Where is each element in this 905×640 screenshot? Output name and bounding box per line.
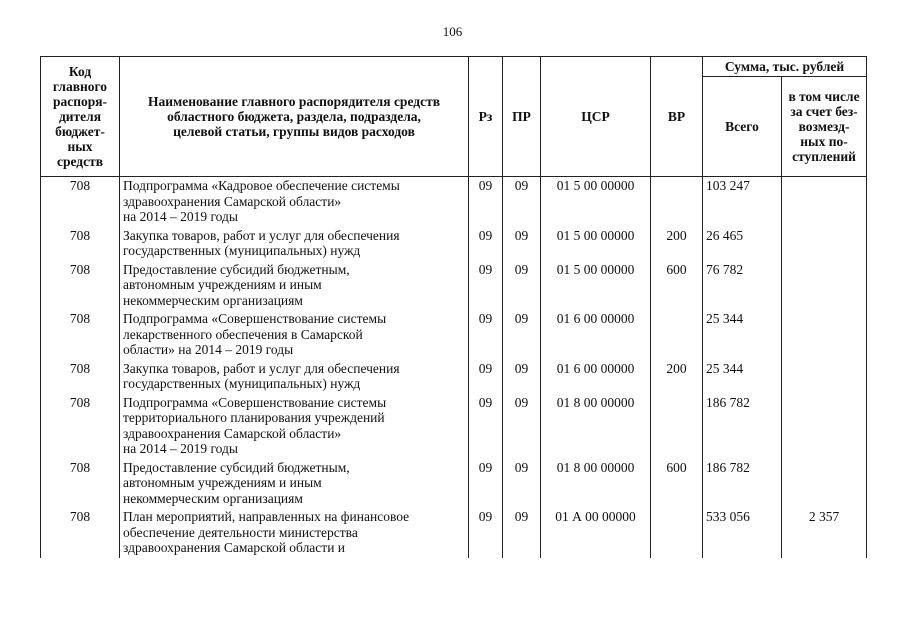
cell-grants xyxy=(782,177,867,227)
cell-csr: 01 6 00 00000 xyxy=(541,360,651,394)
header-grants-line: за счет без- xyxy=(790,104,858,119)
cell-name-line: автономным учреждениям и иным xyxy=(123,475,322,490)
cell-vr: 600 xyxy=(651,459,703,509)
header-grants-line: ступлений xyxy=(792,149,856,164)
table-row xyxy=(41,261,867,311)
cell-csr: 01 А 00 00000 xyxy=(541,508,651,558)
cell-pr: 09 xyxy=(503,310,541,360)
header-code-line: распоря- xyxy=(52,94,108,109)
cell-rz: 09 xyxy=(469,459,503,509)
header-code-line: средств xyxy=(56,154,104,169)
cell-name-line: здравоохранения Самарской области» xyxy=(123,193,342,209)
cell-pr: 09 xyxy=(503,508,541,558)
cell-rz: 09 xyxy=(469,508,503,558)
cell-total: 26 465 xyxy=(703,227,782,261)
cell-grants xyxy=(782,261,867,311)
cell-name xyxy=(120,360,469,394)
cell-code: 708 xyxy=(41,459,120,509)
table-row xyxy=(41,227,867,261)
cell-code: 708 xyxy=(41,394,120,459)
budget-table xyxy=(40,56,867,558)
cell-vr: 600 xyxy=(651,261,703,311)
header-name-line: областного бюджета, раздела, подраздела, xyxy=(167,109,421,124)
cell-rz: 09 xyxy=(469,261,503,311)
cell-rz: 09 xyxy=(469,360,503,394)
cell-csr: 01 5 00 00000 xyxy=(541,227,651,261)
header-code-line: дителя xyxy=(58,109,102,124)
cell-name-line: Подпрограмма «Кадровое обеспечение системы xyxy=(123,178,400,193)
cell-name-line: Подпрограмма «Совершенствование системы xyxy=(123,311,387,326)
cell-pr: 09 xyxy=(503,261,541,311)
header-grants-line: ных по- xyxy=(800,134,848,149)
cell-vr: 200 xyxy=(651,227,703,261)
cell-grants: 2 357 xyxy=(782,508,867,558)
cell-csr: 01 8 00 00000 xyxy=(541,459,651,509)
table-row xyxy=(41,177,867,227)
cell-name-line: территориального планирования учреждений xyxy=(123,410,385,425)
cell-rz: 09 xyxy=(469,394,503,459)
header-name-line: Наименование главного распорядителя средств xyxy=(147,94,440,109)
cell-name-line: на 2014 – 2019 годы xyxy=(123,209,238,224)
table-header xyxy=(41,57,867,177)
cell-grants xyxy=(782,310,867,360)
table-row xyxy=(41,360,867,394)
cell-grants xyxy=(782,459,867,509)
cell-name-line: некоммерческим организациям xyxy=(123,292,303,308)
cell-name-line: Закупка товаров, работ и услуг для обеспечения xyxy=(123,360,400,376)
cell-code: 708 xyxy=(41,261,120,311)
cell-name xyxy=(120,261,469,311)
header-name xyxy=(120,57,469,177)
cell-pr: 09 xyxy=(503,394,541,459)
cell-name-line: здравоохранения Самарской области» xyxy=(123,425,342,441)
cell-grants xyxy=(782,360,867,394)
cell-vr xyxy=(651,394,703,459)
cell-name xyxy=(120,459,469,509)
cell-code: 708 xyxy=(41,310,120,360)
cell-code: 708 xyxy=(41,177,120,227)
header-grants xyxy=(782,77,867,177)
cell-name-line: автономным учреждениям и иным xyxy=(123,277,322,292)
cell-total: 533 056 xyxy=(703,508,782,558)
cell-csr: 01 8 00 00000 xyxy=(541,394,651,459)
table-row xyxy=(41,310,867,360)
cell-name-line: лекарственного обеспечения в Самарской xyxy=(123,326,363,342)
cell-grants xyxy=(782,227,867,261)
cell-name-line: области» на 2014 – 2019 годы xyxy=(123,342,294,357)
cell-name xyxy=(120,177,469,227)
cell-name-line: Предоставление субсидий бюджетным, xyxy=(123,459,350,475)
cell-name-line: некоммерческим организациям xyxy=(123,490,303,506)
cell-total: 186 782 xyxy=(703,459,782,509)
table-row xyxy=(41,459,867,509)
header-grants-line: в том числе xyxy=(788,89,860,104)
cell-vr: 200 xyxy=(651,360,703,394)
cell-csr: 01 6 00 00000 xyxy=(541,310,651,360)
cell-code: 708 xyxy=(41,227,120,261)
cell-pr: 09 xyxy=(503,459,541,509)
cell-name-line: государственных (муниципальных) нужд xyxy=(123,376,361,391)
cell-name-line: Предоставление субсидий бюджетным, xyxy=(123,261,350,277)
header-rz: Рз xyxy=(469,57,503,177)
cell-csr: 01 5 00 00000 xyxy=(541,177,651,227)
page-number: 106 xyxy=(442,24,463,39)
cell-rz: 09 xyxy=(469,310,503,360)
header-code-line: главного xyxy=(52,79,108,94)
header-code xyxy=(41,57,120,177)
cell-name-line: обеспечение деятельности министерства xyxy=(123,524,358,540)
cell-vr xyxy=(651,508,703,558)
cell-csr: 01 5 00 00000 xyxy=(541,261,651,311)
cell-name xyxy=(120,394,469,459)
header-sum-group: Сумма, тыс. рублей xyxy=(703,57,867,77)
header-pr: ПР xyxy=(503,57,541,177)
cell-name-line: План мероприятий, направленных на финансовое xyxy=(123,509,410,524)
cell-code: 708 xyxy=(41,508,120,558)
cell-total: 186 782 xyxy=(703,394,782,459)
table-row xyxy=(41,394,867,459)
header-code-line: Код xyxy=(68,64,92,79)
cell-code: 708 xyxy=(41,360,120,394)
cell-pr: 09 xyxy=(503,177,541,227)
cell-grants xyxy=(782,394,867,459)
header-code-line: бюджет- xyxy=(55,124,105,139)
cell-name-line: Закупка товаров, работ и услуг для обеспечения xyxy=(123,227,400,243)
header-name-line: целевой статьи, группы видов расходов xyxy=(173,124,415,139)
header-vr: ВР xyxy=(651,57,703,177)
cell-name-line: государственных (муниципальных) нужд xyxy=(123,243,361,258)
cell-total: 76 782 xyxy=(703,261,782,311)
header-csr: ЦСР xyxy=(541,57,651,177)
header-code-line: ных xyxy=(67,139,93,154)
cell-total: 25 344 xyxy=(703,310,782,360)
cell-rz: 09 xyxy=(469,177,503,227)
cell-pr: 09 xyxy=(503,227,541,261)
cell-total: 25 344 xyxy=(703,360,782,394)
cell-pr: 09 xyxy=(503,360,541,394)
cell-name xyxy=(120,508,469,558)
cell-vr xyxy=(651,177,703,227)
cell-total: 103 247 xyxy=(703,177,782,227)
cell-name xyxy=(120,227,469,261)
cell-name-line: здравоохранения Самарской области и xyxy=(123,540,346,555)
header-grants-line: возмезд- xyxy=(798,119,850,134)
cell-name-line: Подпрограмма «Совершенствование системы xyxy=(123,394,387,410)
cell-rz: 09 xyxy=(469,227,503,261)
table-body xyxy=(41,177,867,558)
table-row xyxy=(41,508,867,558)
header-total: Всего xyxy=(703,77,782,177)
cell-vr xyxy=(651,310,703,360)
cell-name-line: на 2014 – 2019 годы xyxy=(123,441,238,456)
cell-name xyxy=(120,310,469,360)
